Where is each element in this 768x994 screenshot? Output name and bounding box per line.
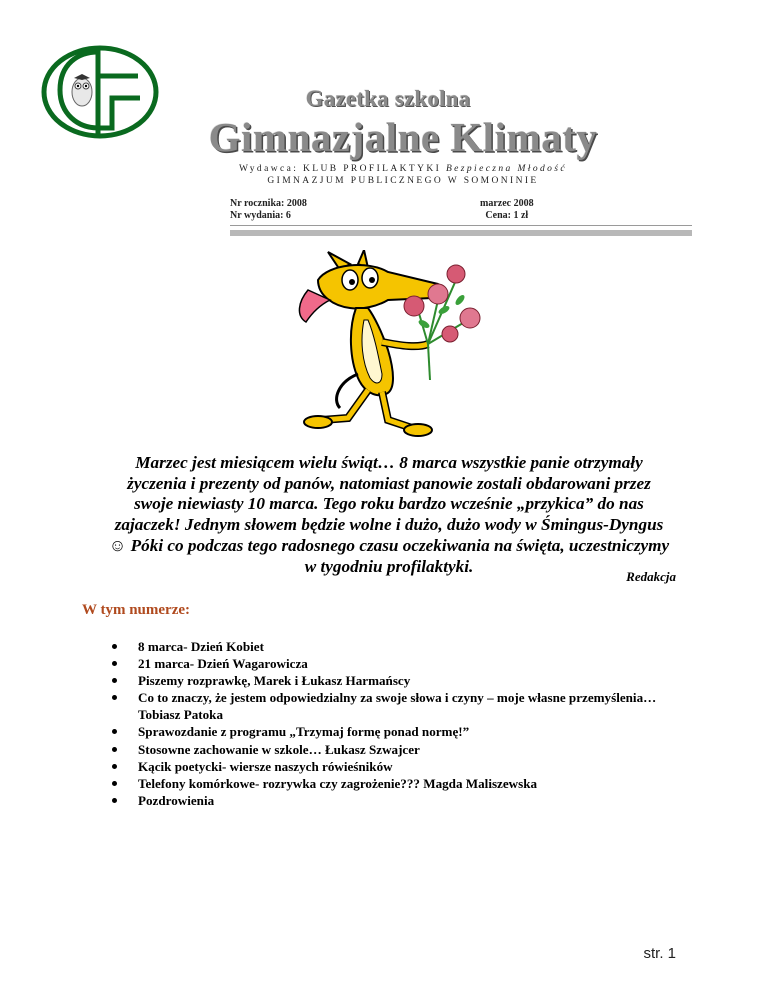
- bullet-icon: [112, 678, 117, 683]
- issue-price: Cena: 1 zł: [485, 210, 529, 221]
- newsletter-subtitle: Gazetka szkolna: [305, 86, 471, 111]
- publisher-club: Bezpieczna Młodość: [445, 164, 567, 174]
- bullet-icon: [112, 644, 117, 649]
- toc-item: [106, 638, 696, 655]
- toc-item: [106, 741, 696, 758]
- toc-item-text: Kącik poetycki- wiersze naszych rówieśników: [138, 758, 393, 774]
- bullet-icon: [112, 661, 117, 666]
- bullet-icon: [112, 729, 117, 734]
- toc-item: [106, 689, 696, 723]
- bullet-icon: [112, 764, 117, 769]
- toc-item: [106, 672, 696, 689]
- header-divider-thick: [230, 230, 692, 236]
- editorial-intro: Marzec jest miesiącem wielu świąt… 8 marca wszystkie panie otrzymały życzenia i prezenty od panów, natomiast panowie zostali obdarowani przez swoje niewiasty 10 marca. Tego roku bardzo wcześnie „przykica” do nas zajaczek! Jednym słowem będzie wolne i dużo, dużo wody w Śmingus-Dyngus☺ Póki co podczas tego radosnego czasu oczekiwania na święta, uczestniczymy w tygodniu profilaktyki.: [108, 453, 670, 576]
- toc-item: [106, 775, 696, 792]
- bullet-icon: [112, 781, 117, 786]
- table-of-contents: [106, 638, 696, 809]
- toc-item-text: Pozdrowienia: [138, 792, 215, 808]
- cartoon-dog-illustration-icon: [278, 250, 488, 440]
- publisher-info: [0, 163, 768, 187]
- publisher-school: GIMNAZJUM PUBLICZNEGO W SOMONINIE: [267, 176, 539, 186]
- issue-meta-right: [480, 198, 534, 222]
- issue-number: Nr wydania: 6: [230, 210, 291, 221]
- toc-item-text: Stosowne zachowanie w szkole… Łukasz Szwajcer: [138, 741, 420, 757]
- toc-heading: W tym numerze:: [82, 602, 191, 618]
- bullet-icon: [112, 695, 117, 700]
- toc-item-text: Telefony komórkowe- rozrywka czy zagrożenie??? Magda Maliszewska: [138, 775, 538, 791]
- publisher-prefix: Wydawca: KLUB PROFILAKTYKI: [238, 164, 446, 174]
- toc-item-text: Piszemy rozprawkę, Marek i Łukasz Harmańscy: [138, 673, 411, 689]
- page-number: str. 1: [643, 945, 676, 962]
- toc-item: [106, 723, 696, 740]
- toc-item-text: 8 marca- Dzień Kobiet: [138, 639, 264, 654]
- bullet-icon: [112, 747, 117, 752]
- toc-item: [106, 792, 696, 809]
- editorial-signature: Redakcja: [626, 569, 676, 584]
- bullet-icon: [112, 798, 117, 803]
- toc-item-text: Co to znaczy, że jestem odpowiedzialny za swoje słowa i czyny – moje własne przemyślenia… Tobiasz Patoka: [138, 690, 657, 723]
- toc-item-text: Sprawozdanie z programu „Trzymaj formę ponad normę!”: [138, 724, 470, 740]
- toc-item: [106, 655, 696, 672]
- toc-item-text: 21 marca- Dzień Wagarowicza: [138, 656, 308, 672]
- toc-item: [106, 758, 696, 775]
- issue-volume: Nr rocznika: 2008: [230, 198, 307, 209]
- issue-meta-left: [230, 198, 307, 222]
- issue-date: marzec 2008: [480, 198, 534, 209]
- newsletter-title: Gimnazjalne Klimaty: [208, 114, 598, 160]
- header-divider-thin: [230, 225, 692, 226]
